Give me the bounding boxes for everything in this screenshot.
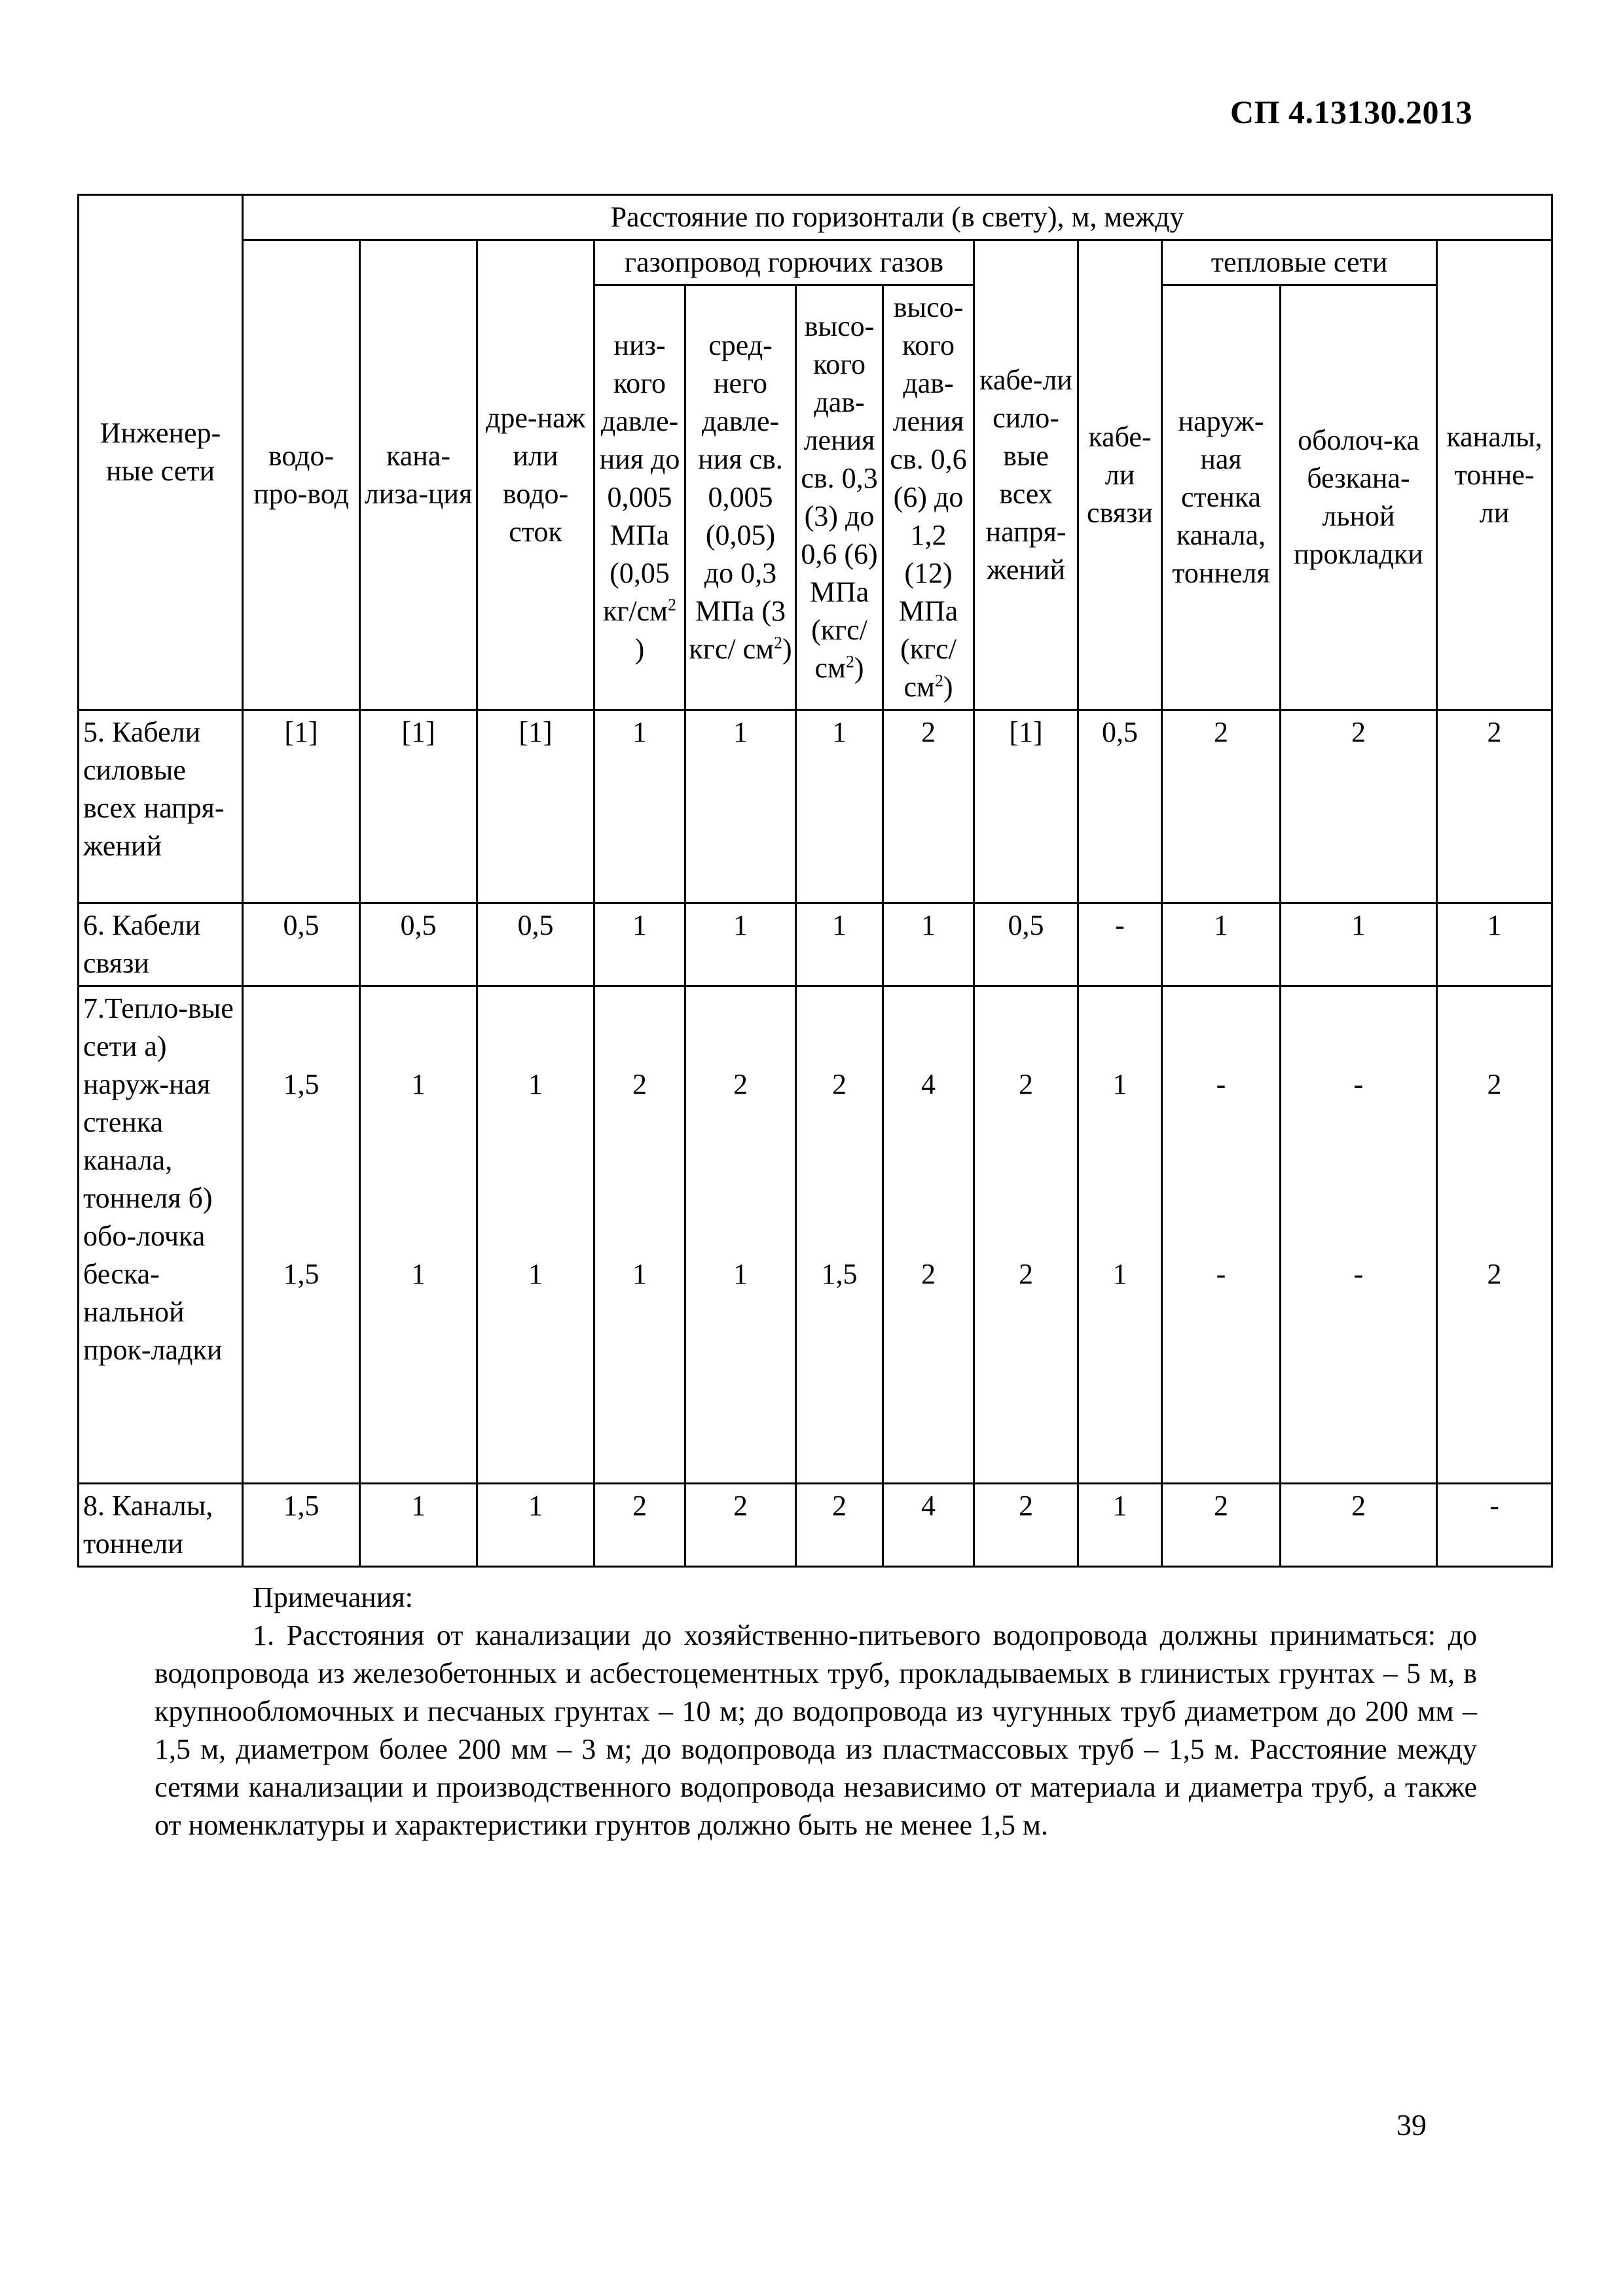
gas-high2-sup: 2 — [934, 671, 943, 691]
value-a: 1,5 — [283, 1068, 319, 1100]
value-b: 1 — [528, 1258, 543, 1290]
distance-table — [77, 194, 1553, 1568]
value-b: 1 — [733, 1258, 748, 1290]
value-a: 2 — [1487, 1068, 1502, 1100]
header-gas-high-pressure-2 — [883, 285, 974, 710]
document-code: СП 4.13130.2013 — [1230, 94, 1472, 130]
table-cell: 2 — [974, 1484, 1078, 1567]
row-heat-title: 7.Тепло-вые сети — [83, 992, 234, 1062]
table-cell: 1 — [1078, 1484, 1162, 1567]
header-power-cables: кабе-ли сило-вые всех напря-жений — [974, 240, 1078, 710]
header-heat-outer-wall: наруж-ная стенка канала, тоннеля — [1162, 285, 1281, 710]
value-b: 2 — [1487, 1258, 1502, 1290]
value-a: 2 — [632, 1068, 647, 1100]
table-cell — [974, 986, 1078, 1484]
row-label: 5. Кабели силовые всех напря-жений — [79, 710, 243, 903]
gas-low-close: ) — [634, 633, 645, 665]
table-cell: 0,5 — [360, 903, 477, 986]
table-cell: 0,5 — [477, 903, 594, 986]
table-cell — [883, 986, 974, 1484]
value-b: 2 — [1019, 1258, 1033, 1290]
table-cell: 0,5 — [974, 903, 1078, 986]
table-cell: 1 — [796, 710, 883, 903]
table-cell: 2 — [1162, 1484, 1281, 1567]
header-channels-tunnels: каналы, тонне-ли — [1437, 240, 1552, 710]
table-cell: 1 — [1162, 903, 1281, 986]
header-horizontal-distance: Расстояние по горизонтали (в свету), м, между — [243, 195, 1552, 240]
table-cell: 1 — [1437, 903, 1552, 986]
table-cell: 2 — [883, 710, 974, 903]
table-cell — [477, 986, 594, 1484]
gas-mid-close: ) — [782, 633, 792, 665]
value-b: 1,5 — [821, 1258, 858, 1290]
note-1: 1. Расстояния от канализации до хозяйственно-питьевого водопровода должны приниматься: до водопровода из железобетонных и асбестоцементных труб, прокладываемых в глинистых грунтах – 5 м, в крупнообломочных и песчаных грунтах – 10 м; до водопровода из чугунных труб диаметром до 200 мм – 1,5 м, диаметром более 200 мм – 3 м; до водопровода из пластмассовых труб – 1,5 м. Расстояние между сетями канализации и производственного водопровода независимо от материала и диаметра труб, а также от номенклатуры и характеристики грунтов должно быть не менее 1,5 м. — [155, 1619, 1477, 1841]
table-cell — [360, 986, 477, 1484]
table-cell: 1 — [796, 903, 883, 986]
gas-low-sup: 2 — [668, 595, 677, 615]
table-cell: - — [1437, 1484, 1552, 1567]
table-cell — [1281, 986, 1437, 1484]
table-cell: 1 — [594, 903, 685, 986]
value-b: 1 — [632, 1258, 647, 1290]
header-water-supply: водо-про-вод — [243, 240, 360, 710]
value-a: 2 — [1019, 1068, 1033, 1100]
table-cell: 0,5 — [1078, 710, 1162, 903]
value-b: 1,5 — [283, 1258, 319, 1290]
table-row — [79, 986, 1552, 1484]
table-row — [79, 710, 1552, 903]
table-cell — [1078, 986, 1162, 1484]
table-cell — [594, 986, 685, 1484]
value-b: - — [1353, 1258, 1364, 1290]
notes-title: Примечания: — [253, 1581, 413, 1613]
table-cell: 4 — [883, 1484, 974, 1567]
row-heat-sub-b: б) обо-лочка беска-нальной прок-ладки — [83, 1182, 223, 1366]
header-sewerage: кана-лиза-ция — [360, 240, 477, 710]
table-cell: 1 — [1281, 903, 1437, 986]
value-a: 1 — [528, 1068, 543, 1100]
table-cell: 1 — [477, 1484, 594, 1567]
table-cell: 1 — [685, 710, 796, 903]
table-cell — [243, 986, 360, 1484]
table-cell: 1 — [594, 710, 685, 903]
table-cell: 2 — [1281, 710, 1437, 903]
row-label — [79, 986, 243, 1484]
row-heat-sub-a: а) наруж-ная стенка канала, тоннеля — [83, 1030, 211, 1214]
table-row — [79, 903, 1552, 986]
table-cell: 2 — [1162, 710, 1281, 903]
table-cell: 2 — [685, 1484, 796, 1567]
gas-low-text: низ-кого давле-ния до 0,005 МПа (0,05 кг/см — [599, 329, 680, 627]
gas-mid-sup: 2 — [773, 633, 782, 653]
table-cell: 2 — [1281, 1484, 1437, 1567]
table-cell: 1,5 — [243, 1484, 360, 1567]
row-label: 6. Кабели связи — [79, 903, 243, 986]
header-heat-networks: тепловые сети — [1162, 240, 1437, 285]
gas-high1-sup: 2 — [845, 652, 854, 672]
header-drainage: дре-наж или водо-сток — [477, 240, 594, 710]
table-cell: 1 — [883, 903, 974, 986]
header-gas-high-pressure-1 — [796, 285, 883, 710]
value-b: - — [1216, 1258, 1226, 1290]
gas-high1-text: высо-кого дав-ления св. 0,3 (3) до 0,6 (6) МПа (кгс/ см — [801, 310, 878, 684]
notes-block — [155, 1579, 1477, 1844]
value-a: 1 — [1112, 1068, 1127, 1100]
header-gas-medium-pressure — [685, 285, 796, 710]
header-gas-low-pressure — [594, 285, 685, 710]
table-cell: 1 — [360, 1484, 477, 1567]
header-heat-shell: оболоч-ка безкана-льной прокладки — [1281, 285, 1437, 710]
gas-high1-close: ) — [854, 652, 864, 684]
table-cell: 2 — [594, 1484, 685, 1567]
header-networks: Инженер-ные сети — [79, 195, 243, 710]
value-b: 1 — [1112, 1258, 1127, 1290]
table-row — [79, 1484, 1552, 1567]
table-cell — [685, 986, 796, 1484]
table-cell: [1] — [243, 710, 360, 903]
table-cell: [1] — [360, 710, 477, 903]
header-gas-pipeline: газопровод горючих газов — [594, 240, 974, 285]
page-number: 39 — [1396, 2108, 1427, 2142]
table-cell: 2 — [796, 1484, 883, 1567]
table-cell — [796, 986, 883, 1484]
gas-high2-text: высо-кого дав-ления св. 0,6 (6) до 1,2 (12) МПа (кгс/ см — [890, 291, 967, 703]
table-cell: 0,5 — [243, 903, 360, 986]
table-cell: - — [1078, 903, 1162, 986]
table-cell: [1] — [974, 710, 1078, 903]
table-cell — [1437, 986, 1552, 1484]
value-a: 1 — [411, 1068, 426, 1100]
value-a: 4 — [921, 1068, 936, 1100]
table-cell: [1] — [477, 710, 594, 903]
row-label: 8. Каналы, тоннели — [79, 1484, 243, 1567]
table-cell: 1 — [685, 903, 796, 986]
table-cell: 2 — [1437, 710, 1552, 903]
table-cell — [1162, 986, 1281, 1484]
value-b: 1 — [411, 1258, 426, 1290]
value-b: 2 — [921, 1258, 936, 1290]
header-comm-cables: кабе-ли связи — [1078, 240, 1162, 710]
value-a: 2 — [733, 1068, 748, 1100]
value-a: - — [1216, 1068, 1226, 1100]
value-a: 2 — [832, 1068, 847, 1100]
gas-high2-close: ) — [943, 671, 953, 703]
value-a: - — [1353, 1068, 1364, 1100]
gas-mid-text: сред-него давле-ния св. 0,005 (0,05) до 0,3 МПа (3 кгс/ см — [689, 329, 786, 665]
